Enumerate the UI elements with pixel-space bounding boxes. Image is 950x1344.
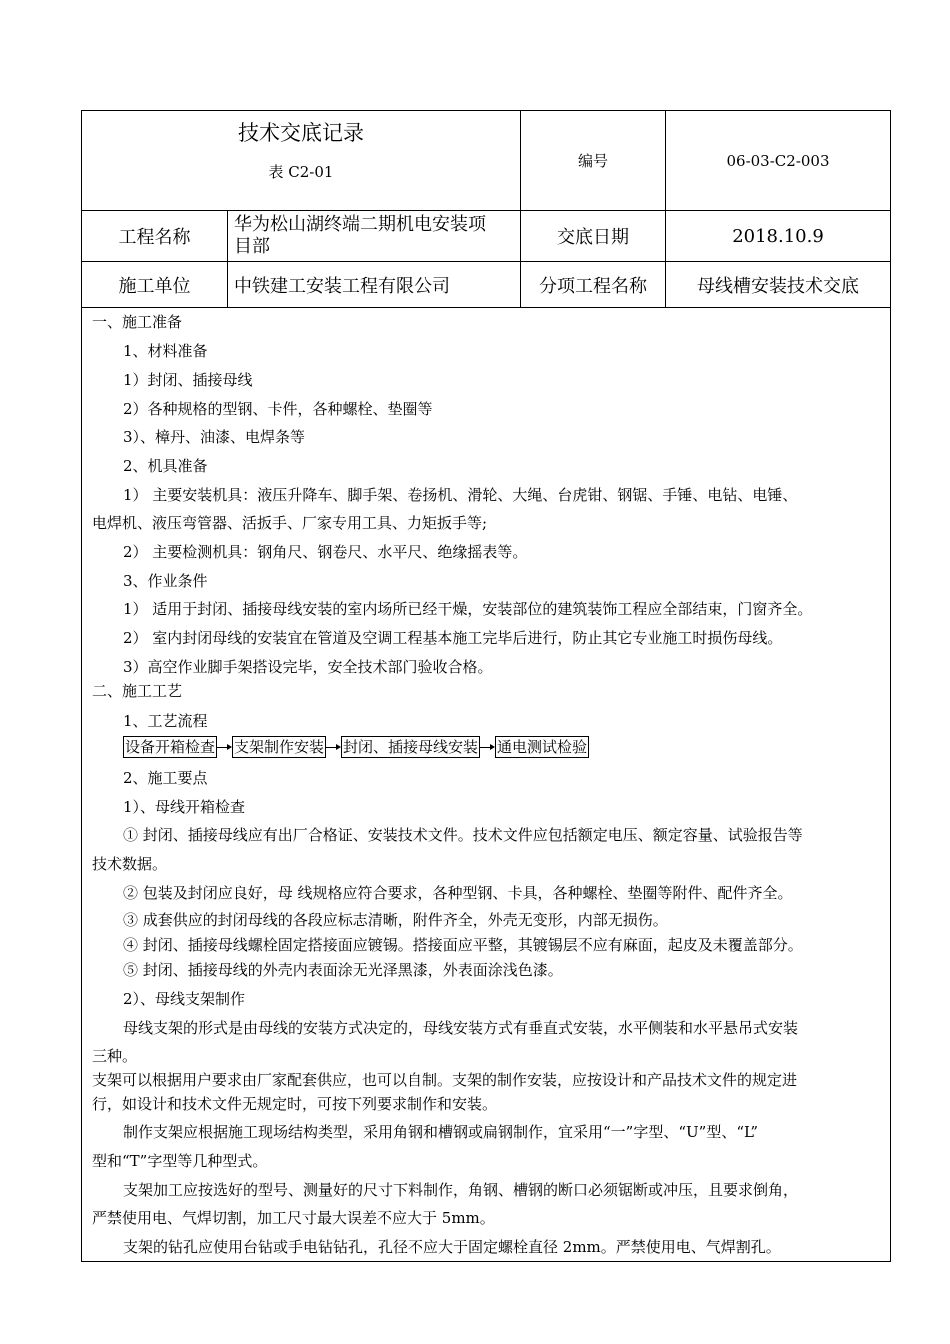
text-line: 严禁使用电、气焊切割，加工尺寸最大误差不应大于 5mm。 (92, 1209, 495, 1227)
text-line: 2）、母线支架制作 (123, 990, 246, 1008)
project-name-line1: 华为松山湖终端二期机电安装项 (234, 214, 486, 235)
text-line: 1、材料准备 (123, 342, 208, 360)
text-line: 3）、樟丹、油漆、电焊条等 (123, 428, 306, 446)
unit-value: 中铁建工安装工程有限公司 (234, 275, 450, 297)
text-line: 电焊机、液压弯管器、活扳手、厂家专用工具、力矩扳手等; (92, 514, 488, 532)
unit-label: 施工单位 (118, 275, 191, 297)
form-number: 表 C2-01 (268, 162, 334, 181)
code-value: 06-03-C2-003 (726, 151, 830, 170)
text-line: 行，如设计和技术文件无规定时，可按下列要求制作和安装。 (92, 1095, 498, 1113)
text-line: 一、施工准备 (92, 313, 183, 331)
text-line: 1）、母线开箱检查 (123, 798, 246, 816)
text-line: 2、施工要点 (123, 769, 208, 787)
row-divider-3 (82, 307, 890, 308)
subitem-label: 分项工程名称 (539, 275, 647, 297)
text-line: 母线支架的形式是由母线的安装方式决定的，母线安装方式有垂直式安装，水平侧装和水平悬吊式安装 (123, 1019, 799, 1037)
text-line: 三种。 (92, 1047, 138, 1065)
text-line: 制作支架应根据施工现场结构类型，采用角钢和槽钢或扁钢制作，宜采用“一”字型、“U”型、“L” (123, 1123, 759, 1141)
text-line: ① 封闭、插接母线应有出厂合格证、安装技术文件。技术文件应包括额定电压、额定容量、试验报告等 (123, 826, 803, 844)
text-line: ⑤ 封闭、插接母线的外壳内表面涂无光泽黑漆，外表面涂浅色漆。 (123, 961, 563, 979)
text-line: 1）封闭、插接母线 (123, 371, 253, 389)
text-line: 技术数据。 (92, 855, 168, 873)
code-label: 编号 (577, 152, 608, 170)
text-line: 支架的钻孔应使用台钻或手电钻钻孔，孔径不应大于固定螺栓直径 2mm。严禁使用电、气焊割孔。 (123, 1238, 781, 1256)
date-value: 2018.10.9 (732, 225, 824, 247)
text-line: 二、施工工艺 (92, 682, 183, 700)
flow-step-unpacking: 设备开箱检查 (125, 738, 216, 756)
text-line: 1、工艺流程 (123, 712, 208, 730)
text-line: 2、机具准备 (123, 457, 208, 475)
flow-step-testing: 通电测试检验 (497, 738, 588, 756)
text-line: ④ 封闭、插接母线螺栓固定搭接面应镀锡。搭接面应平整，其镀锡层不应有麻面，起皮及未覆盖部分。 (123, 936, 803, 954)
record-form (81, 110, 891, 1262)
text-line: 2）各种规格的型钢、卡件，各种螺栓、垫圈等 (123, 400, 433, 418)
project-name-line2: 目部 (234, 236, 270, 257)
arrow-right-icon (480, 742, 495, 752)
text-line: 支架加工应按选好的型号、测量好的尺寸下料制作，角钢、槽钢的断口必须锯断或冲压，且要求倒角， (123, 1181, 799, 1199)
text-line: 3、作业条件 (123, 572, 208, 590)
text-line: 1） 适用于封闭、插接母线安装的室内场所已经干燥，安装部位的建筑装饰工程应全部结束，门窗齐全。 (123, 600, 813, 618)
flow-step-bracket: 支架制作安装 (234, 738, 325, 756)
date-label: 交底日期 (557, 227, 629, 248)
text-line: 2） 主要检测机具：钢角尺、钢卷尺、水平尺、绝缘摇表等。 (123, 543, 528, 561)
flow-step-busway: 封闭、插接母线安装 (343, 738, 479, 756)
text-line: 2） 室内封闭母线的安装宜在管道及空调工程基本施工完毕后进行，防止其它专业施工时损伤母线。 (123, 629, 783, 647)
text-line: 3）高空作业脚手架搭设完毕，安全技术部门验收合格。 (123, 658, 493, 676)
form-title: 技术交底记录 (238, 121, 364, 145)
arrow-right-icon (326, 742, 341, 752)
text-line: ③ 成套供应的封闭母线的各段应标志清晰，附件齐全，外壳无变形，内部无损伤。 (123, 911, 668, 929)
project-name-value (228, 211, 520, 261)
text-line: 型和“T”字型等几种型式。 (92, 1152, 268, 1170)
process-flow (123, 736, 589, 758)
text-line: 支架可以根据用户要求由厂家配套供应，也可以自制。支架的制作安装，应按设计和产品技术文件的规定进 (92, 1071, 798, 1089)
text-line: ② 包装及封闭应良好，母 线规格应符合要求，各种型钢、卡具，各种螺栓、垫圈等附件、配件齐全。 (123, 884, 793, 902)
project-name-label: 工程名称 (118, 227, 191, 248)
arrow-right-icon (217, 742, 232, 752)
text-line: 1） 主要安装机具：液压升降车、脚手架、卷扬机、滑轮、大绳、台虎钳、钢锯、手锤、电钻、电锤、 (123, 486, 798, 504)
subitem-value: 母线槽安装技术交底 (697, 275, 859, 297)
